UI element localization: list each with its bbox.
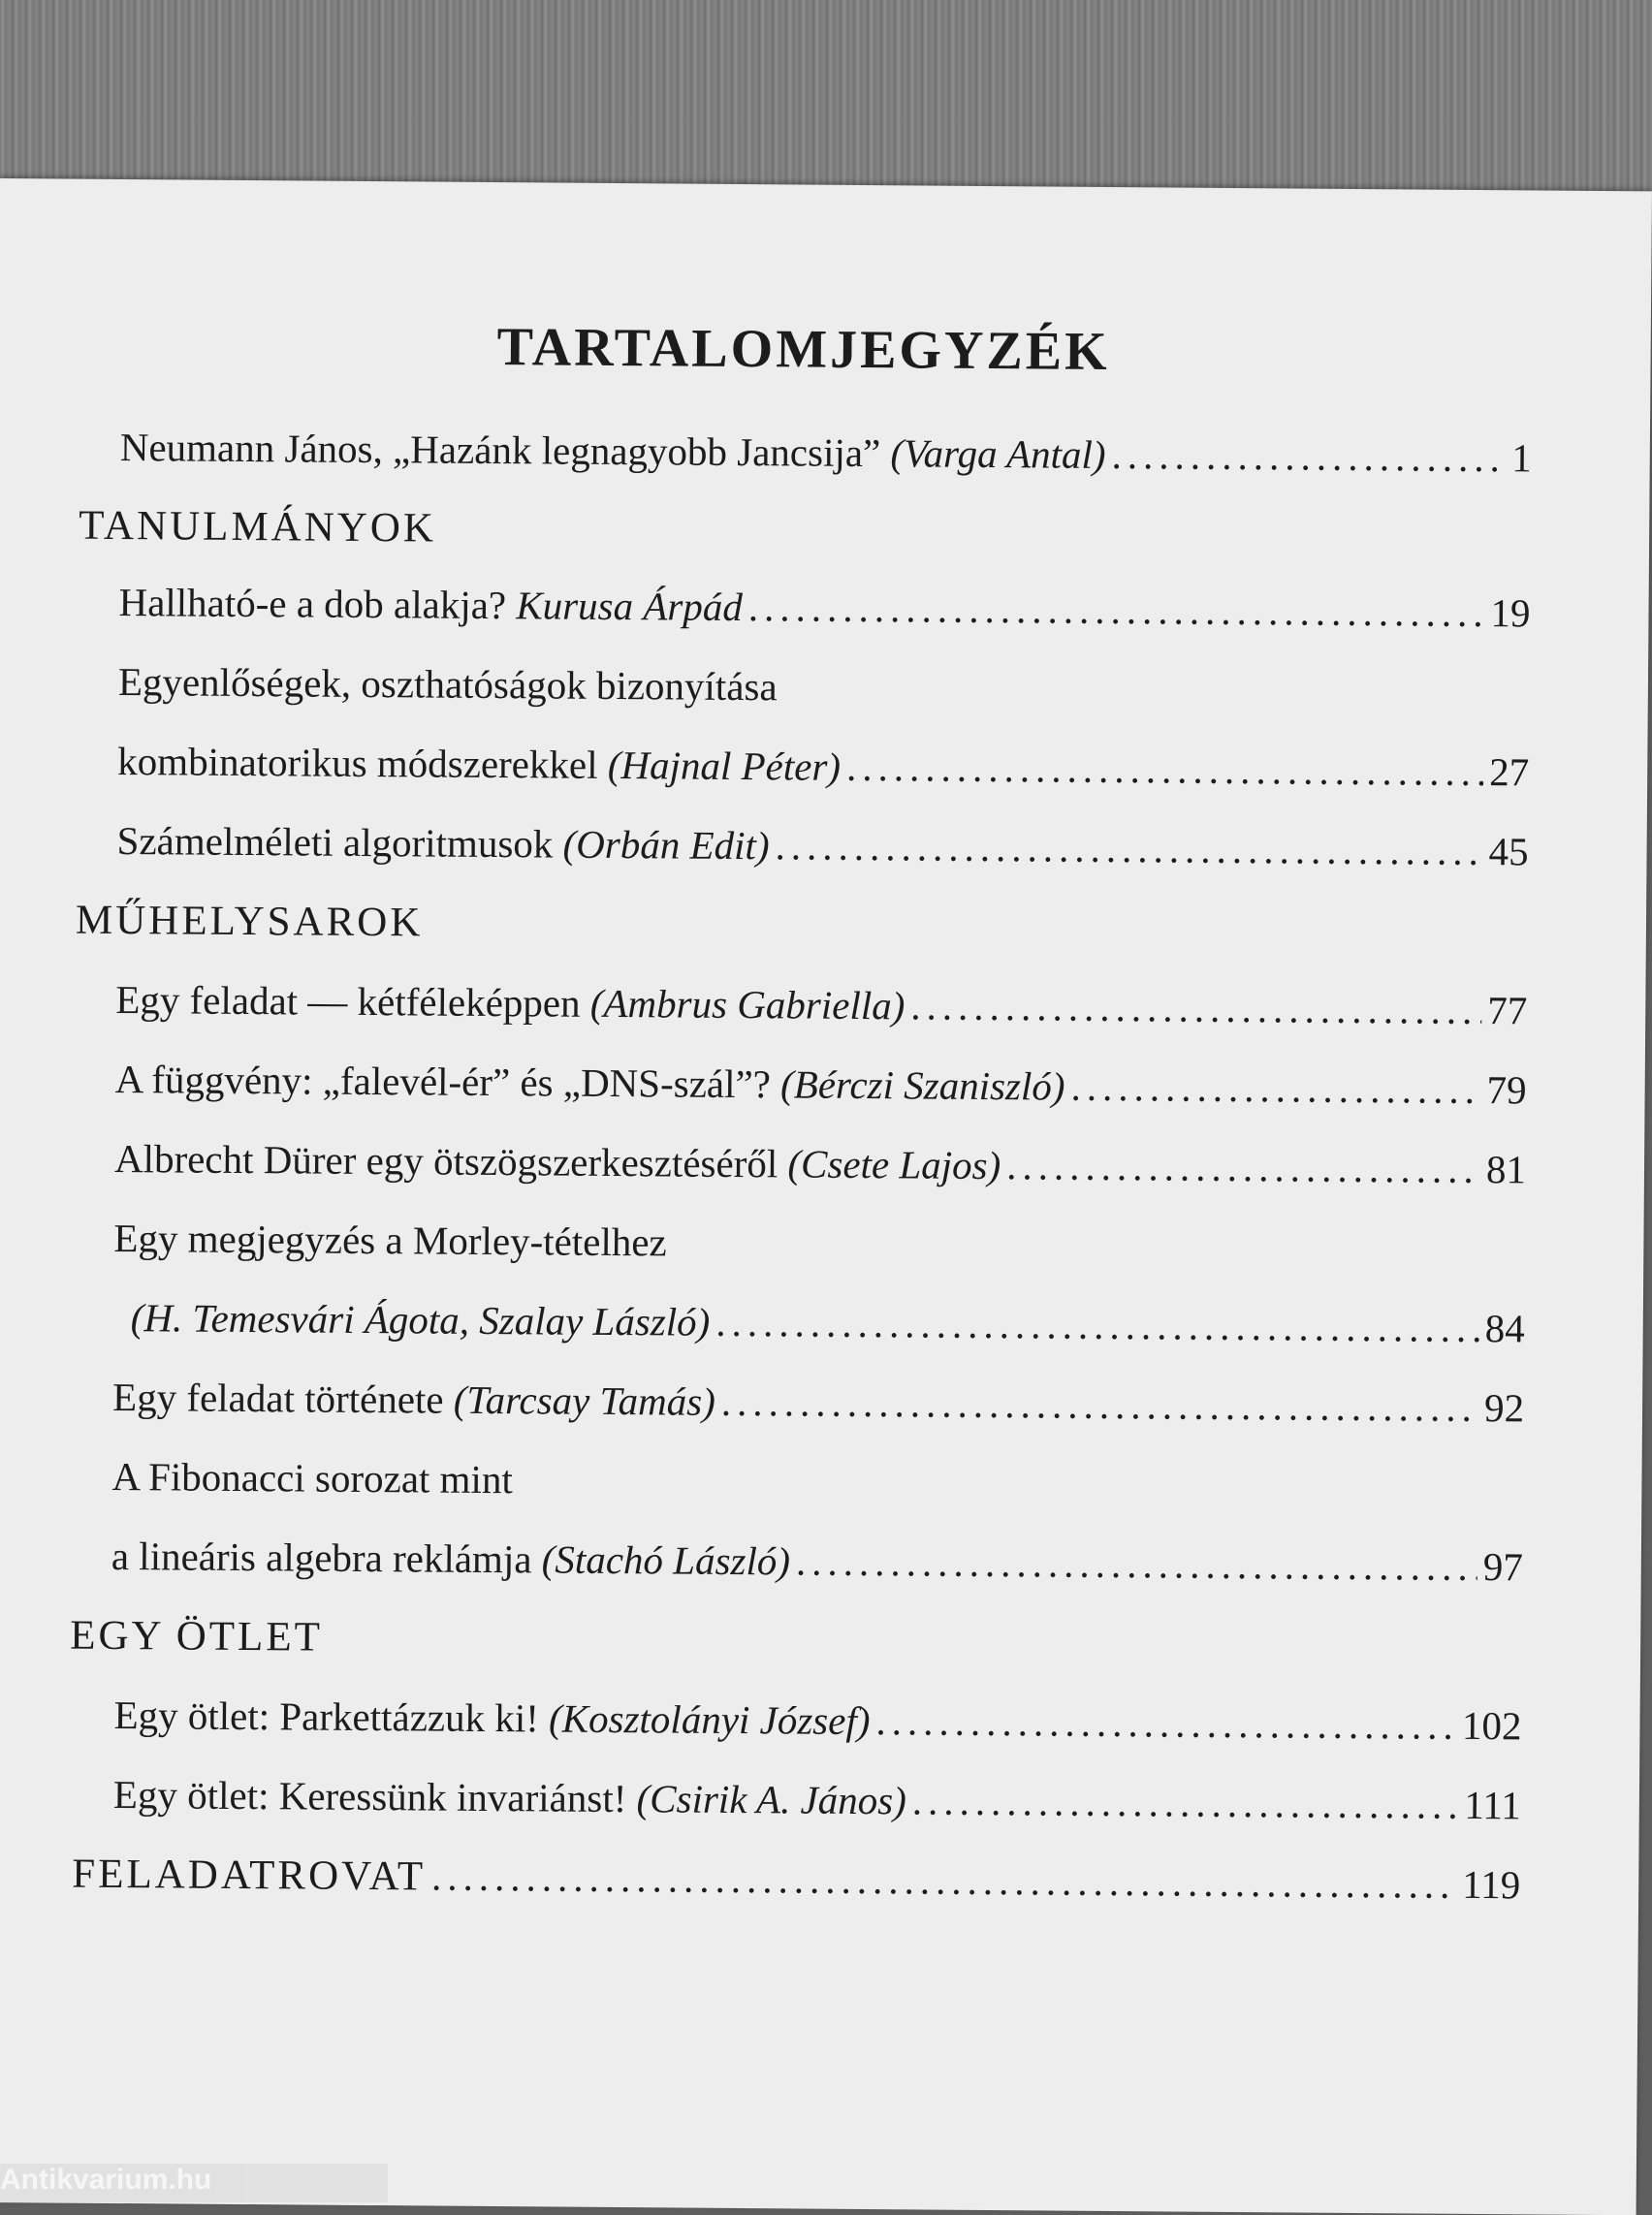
dot-leader bbox=[912, 1777, 1459, 1827]
entry-page: 119 bbox=[1462, 1861, 1521, 1908]
toc-entry bbox=[116, 817, 1528, 886]
entry-author: (H. Temesvári Ágota, Szalay László) bbox=[130, 1295, 711, 1345]
entry-title: A függvény: „falevél-ér” és „DNS-szál”? bbox=[114, 1056, 772, 1107]
entry-title: Egy ötlet: Parkettázzuk ki! bbox=[113, 1692, 540, 1741]
entry-author: (Csete Lajos) bbox=[787, 1141, 1001, 1188]
toc-entry bbox=[115, 976, 1527, 1045]
entry-author: (Varga Antal) bbox=[890, 430, 1106, 477]
entry-title: Egyenlőségek, oszthatóságok bizonyítása bbox=[117, 658, 778, 710]
entry-title: Egy feladat — kétféleképpen bbox=[115, 976, 581, 1026]
entry-page: 19 bbox=[1490, 590, 1531, 636]
toc-entry bbox=[113, 1215, 1525, 1283]
dot-leader bbox=[431, 1853, 1456, 1908]
entry-page: 81 bbox=[1485, 1147, 1527, 1192]
entry-author: (Bérczi Szaniszló) bbox=[779, 1061, 1065, 1109]
dot-leader bbox=[775, 822, 1482, 874]
page-title: TARTALOMJEGYZÉK bbox=[496, 317, 1110, 382]
toc-entry bbox=[113, 1692, 1521, 1760]
dot-leader bbox=[910, 982, 1481, 1033]
entry-title: Egy ötlet: Keressünk invariánst! bbox=[112, 1771, 627, 1821]
entry-author: (Kosztolányi József) bbox=[548, 1695, 871, 1744]
toc-entry bbox=[111, 1453, 1523, 1522]
entry-page: 1 bbox=[1511, 435, 1532, 481]
dot-leader bbox=[875, 1697, 1456, 1749]
entry-author: (Stachó László) bbox=[541, 1536, 791, 1584]
toc-entry bbox=[114, 1056, 1526, 1124]
entry-page: 97 bbox=[1482, 1544, 1523, 1590]
entry-page: 84 bbox=[1484, 1306, 1525, 1351]
toc-entry bbox=[113, 1771, 1521, 1840]
toc-entry bbox=[118, 579, 1530, 648]
entry-title: Neumann János, „Hazánk legnagyobb Jancsija” bbox=[119, 424, 881, 476]
toc-entry bbox=[118, 658, 1530, 727]
entry-title: A Fibonacci sorozat mint bbox=[111, 1453, 513, 1503]
watermark: Antikvarium.hu bbox=[0, 2164, 388, 2202]
dot-leader bbox=[748, 584, 1485, 636]
entry-title: Egy feladat története bbox=[111, 1374, 444, 1422]
dot-leader bbox=[1070, 1063, 1480, 1113]
dot-leader bbox=[715, 1299, 1479, 1351]
entry-author: (Csirik A. János) bbox=[636, 1776, 907, 1823]
entry-title: Számelméleti algoritmusok bbox=[116, 817, 554, 867]
toc-entry-continuation bbox=[117, 738, 1529, 807]
entry-author: (Hajnal Péter) bbox=[607, 742, 842, 789]
entry-page: 92 bbox=[1483, 1385, 1525, 1431]
section-heading-muhelysarok: MŰHELYSAROK bbox=[75, 897, 424, 946]
dot-leader bbox=[796, 1537, 1477, 1590]
entry-title-continuation: kombinatorikus módszerekkel bbox=[117, 738, 598, 787]
dot-leader bbox=[721, 1378, 1479, 1431]
entry-page: 27 bbox=[1489, 749, 1530, 795]
toc-page bbox=[0, 178, 1652, 2215]
toc-entry bbox=[114, 1135, 1526, 1204]
entry-author: (Ambrus Gabriella) bbox=[589, 980, 905, 1028]
entry-title: Egy megjegyzés a Morley-tételhez bbox=[113, 1215, 667, 1265]
toc-entry-neumann bbox=[120, 424, 1532, 492]
entry-page: 102 bbox=[1461, 1702, 1522, 1749]
dot-leader bbox=[846, 744, 1484, 795]
toc-entry-continuation bbox=[130, 1294, 1524, 1363]
entry-title: Hallható-e a dob alakja? bbox=[118, 579, 507, 628]
section-heading-egy-otlet: EGY ÖTLET bbox=[70, 1612, 324, 1661]
toc-entry-feladatrovat bbox=[72, 1851, 1520, 1920]
entry-page: 111 bbox=[1464, 1782, 1522, 1828]
dot-leader bbox=[1111, 431, 1506, 481]
entry-author: (Orbán Edit) bbox=[562, 821, 770, 869]
entry-page: 45 bbox=[1488, 829, 1529, 874]
entry-author: Kurusa Árpád bbox=[516, 583, 744, 630]
entry-page: 77 bbox=[1487, 988, 1528, 1033]
section-heading-feladatrovat: FELADATROVAT bbox=[72, 1851, 427, 1900]
entry-title-continuation: a lineáris algebra reklámja bbox=[111, 1533, 532, 1582]
dot-leader bbox=[1006, 1142, 1480, 1192]
entry-page: 79 bbox=[1486, 1067, 1527, 1113]
toc-entry-continuation bbox=[111, 1533, 1523, 1601]
entry-title: Albrecht Dürer egy ötszögszerkesztéséről bbox=[113, 1135, 778, 1187]
section-heading-tanulmanyok: TANULMÁNYOK bbox=[79, 502, 437, 552]
toc-entry bbox=[112, 1374, 1524, 1442]
entry-author: (Tarcsay Tamás) bbox=[453, 1376, 716, 1424]
